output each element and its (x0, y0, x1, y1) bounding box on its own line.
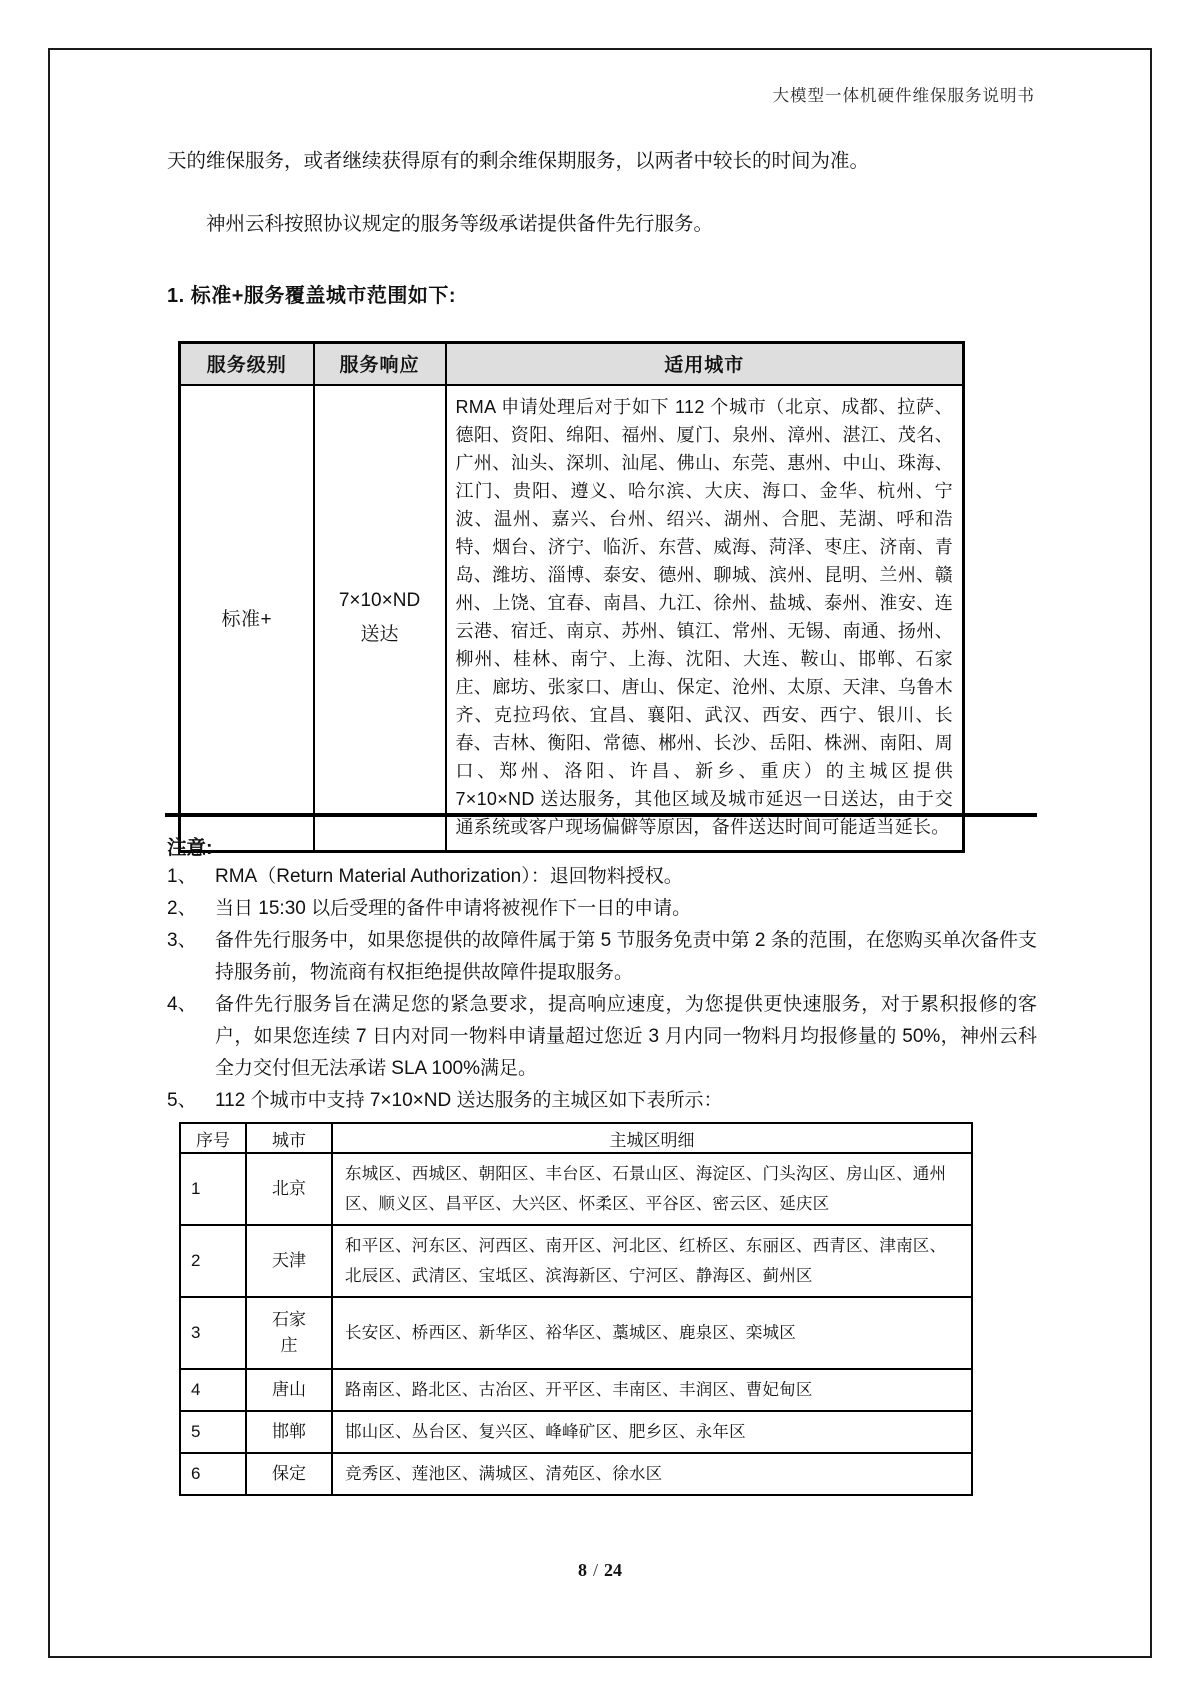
applicable-cities-cell: RMA 申请处理后对于如下 112 个城市（北京、成都、拉萨、德阳、资阳、绵阳、福州、厦门、泉州、漳州、湛江、茂名、广州、汕头、深圳、汕尾、佛山、东莞、惠州、中山、珠海、江门、贵阳、遵义、哈尔滨、大庆、海口、金华、杭州、宁波、温州、嘉兴、台州、绍兴、湖州、合肥、芜湖、呼和浩特、烟台、济宁、临沂、东营、威海、菏泽、枣庄、济南、青岛、潍坊、淄博、泰安、德州、聊城、滨州、昆明、兰州、赣州、上饶、宜春、南昌、九江、徐州、盐城、泰州、淮安、连云港、宿迁、南京、苏州、镇江、常州、无锡、南通、扬州、柳州、桂林、南宁、上海、沈阳、大连、鞍山、邯郸、石家庄、廊坊、张家口、唐山、保定、沧州、太原、天津、乌鲁木齐、克拉玛依、宜昌、襄阳、武汉、西安、西宁、银川、长春、吉林、衡阳、常德、郴州、长沙、岳阳、株洲、南阳、周口、郑州、洛阳、许昌、新乡、重庆）的主城区提供 7×10×ND 送达服务，其他区域及城市延迟一日送达，由于交通系统或客户现场偏僻等原因，备件送达时间可能适当延长。 (446, 385, 964, 852)
divider-rule (165, 813, 1037, 817)
section-heading-standard-plus: 1. 标准+服务覆盖城市范围如下: (167, 285, 457, 307)
city-cell: 天津 (246, 1225, 332, 1297)
districts-cell: 路南区、路北区、古冶区、开平区、丰南区、丰润区、曹妃甸区 (332, 1369, 972, 1411)
note-number: 1、 (167, 866, 197, 887)
notes-label: 注意: (167, 837, 213, 859)
district-row-tianjin (180, 1225, 972, 1297)
district-row-baoding (180, 1453, 972, 1495)
page-number-separator: / (592, 1560, 598, 1580)
district-table-header-city: 城市 (246, 1123, 332, 1153)
district-row-beijing (180, 1153, 972, 1225)
note-text: 备件先行服务旨在满足您的紧急要求，提高响应速度，为您提供更快速服务，对于累积报修的客户，如果您连续 7 日内对同一物料申请量超过您近 3 月内同一物料月均报修量的 50%，神州云科全力交付但无法承诺 SLA 100%满足。 (215, 994, 1037, 1079)
district-row-handan (180, 1411, 972, 1453)
paragraph-spare-parts-commitment: 神州云科按照协议规定的服务等级承诺提供备件先行服务。 (206, 213, 714, 235)
note-number: 2、 (167, 898, 197, 919)
notes-list (167, 861, 1037, 1117)
paragraph-remaining-warranty: 天的维保服务，或者继续获得原有的剩余维保期服务，以两者中较长的时间为准。 (167, 150, 870, 172)
row-number-cell: 3 (180, 1297, 246, 1369)
city-cell: 保定 (246, 1453, 332, 1495)
districts-cell: 和平区、河东区、河西区、南开区、河北区、红桥区、东丽区、西青区、津南区、北辰区、武清区、宝坻区、滨海新区、宁河区、静海区、蓟州区 (332, 1225, 972, 1297)
note-number: 4、 (167, 994, 197, 1015)
note-text: RMA（Return Material Authorization）：退回物料授权。 (215, 866, 683, 887)
districts-cell: 东城区、西城区、朝阳区、丰台区、石景山区、海淀区、门头沟区、房山区、通州区、顺义区、昌平区、大兴区、怀柔区、平谷区、密云区、延庆区 (332, 1153, 972, 1225)
page-number-total: 24 (604, 1560, 622, 1580)
row-number-cell: 6 (180, 1453, 246, 1495)
note-text: 当日 15:30 以后受理的备件申请将被视作下一日的申请。 (215, 898, 692, 919)
service-response-cell (314, 385, 446, 852)
service-coverage-table (178, 341, 965, 853)
service-table-row (180, 385, 964, 852)
page-footer (0, 1560, 1200, 1581)
note-item-4 (167, 989, 1037, 1085)
service-response-line1: 7×10×ND (338, 589, 421, 611)
district-table-header-detail: 主城区明细 (332, 1123, 972, 1153)
districts-cell: 长安区、桥西区、新华区、裕华区、藁城区、鹿泉区、栾城区 (332, 1297, 972, 1369)
row-number-cell: 4 (180, 1369, 246, 1411)
district-table-header-no: 序号 (180, 1123, 246, 1153)
row-number-cell: 1 (180, 1153, 246, 1225)
service-response-line2: 送达 (360, 623, 399, 645)
district-table-header-row (180, 1123, 972, 1153)
city-cell: 唐山 (246, 1369, 332, 1411)
note-number: 5、 (167, 1090, 197, 1111)
note-item-3 (167, 925, 1037, 989)
row-number-cell: 2 (180, 1225, 246, 1297)
city-cell: 邯郸 (246, 1411, 332, 1453)
note-item-5 (167, 1085, 1037, 1117)
service-table-header-level: 服务级别 (180, 343, 314, 385)
note-item-1 (167, 861, 1037, 893)
city-cell: 石家庄 (246, 1297, 332, 1369)
district-detail-table (179, 1122, 973, 1496)
city-cell: 北京 (246, 1153, 332, 1225)
note-text: 备件先行服务中，如果您提供的故障件属于第 5 节服务免责中第 2 条的范围，在您购买单次备件支持服务前，物流商有权拒绝提供故障件提取服务。 (215, 930, 1037, 983)
service-level-cell: 标准+ (180, 385, 314, 852)
note-item-2 (167, 893, 1037, 925)
page-number-current: 8 (577, 1560, 587, 1580)
service-table-header-row (180, 343, 964, 385)
district-row-shijiazhuang (180, 1297, 972, 1369)
districts-cell: 邯山区、丛台区、复兴区、峰峰矿区、肥乡区、永年区 (332, 1411, 972, 1453)
note-text: 112 个城市中支持 7×10×ND 送达服务的主城区如下表所示： (215, 1090, 723, 1111)
doc-header-title: 大模型一体机硬件维保服务说明书 (772, 86, 1035, 105)
districts-cell: 竞秀区、莲池区、满城区、清苑区、徐水区 (332, 1453, 972, 1495)
service-table-header-response: 服务响应 (314, 343, 446, 385)
district-row-tangshan (180, 1369, 972, 1411)
note-number: 3、 (167, 930, 197, 951)
row-number-cell: 5 (180, 1411, 246, 1453)
service-table-header-cities: 适用城市 (446, 343, 964, 385)
